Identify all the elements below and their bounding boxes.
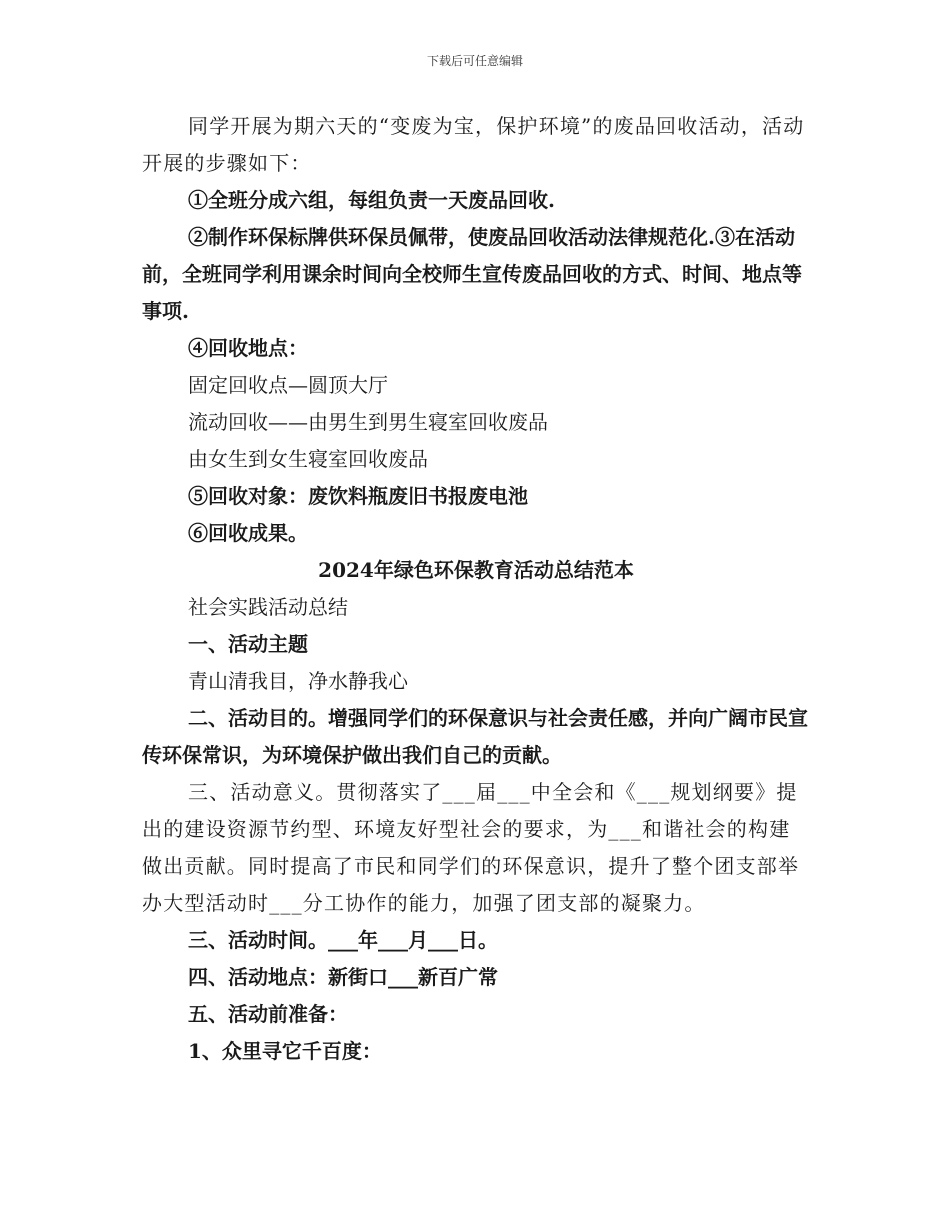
preparation-item-1: 1、众里寻它千百度： [188,1039,382,1063]
mobile-collection-female: 由女生到女生寝室回收废品 [188,447,428,471]
section-significance: 三、活动意义。贯彻落实了___届___中全会和《___规划纲要》提出的建设资源节约型、环境友好型社会的要求，为___和谐社会的构建做出贡献。同时提高了市民和同学们的环保意识，提升了整个团支部举办大型活动时___分工协作的能力，加强了团支部的凝聚力。 [142,780,800,915]
step-2-3: ②制作环保标牌供环保员佩带，使废品回收活动法律规范化.③在活动前，全班同学利用课余时间向全校师生宣传废品回收的方式、时间、地点等事项. [142,225,802,323]
section-theme-heading: 一、活动主题 [188,632,308,656]
step-6: ⑥回收成果。 [188,521,308,545]
section-time: 三、活动时间。___年___月___日。 [188,928,498,952]
section-preparation: 五、活动前准备： [188,1002,348,1026]
document-body [142,108,810,1070]
fixed-collection-point: 固定回收点—圆顶大厅 [188,373,388,397]
section-theme-text: 青山清我目，净水静我心 [188,669,408,693]
step-4: ④回收地点： [188,336,308,360]
page-header: 下载后可任意编辑 [426,54,523,68]
summary-label: 社会实践活动总结 [188,595,348,619]
section-location: 四、活动地点：新街口___新百广常 [188,965,498,989]
step-5: ⑤回收对象：废饮料瓶废旧书报废电池 [188,484,528,508]
mobile-collection-male: 流动回收——由男生到男生寝室回收废品 [188,410,548,434]
paragraph-intro: 同学开展为期六天的“变废为宝，保护环境”的废品回收活动，活动开展的步骤如下： [142,114,805,175]
section-purpose: 二、活动目的。增强同学们的环保意识与社会责任感，并向广阔市民宣传环保常识，为环境保护做出我们自己的贡献。 [142,706,808,767]
document-title: 2024年绿色环保教育活动总结范本 [318,558,634,582]
step-1: ①全班分成六组，每组负责一天废品回收. [188,188,555,212]
